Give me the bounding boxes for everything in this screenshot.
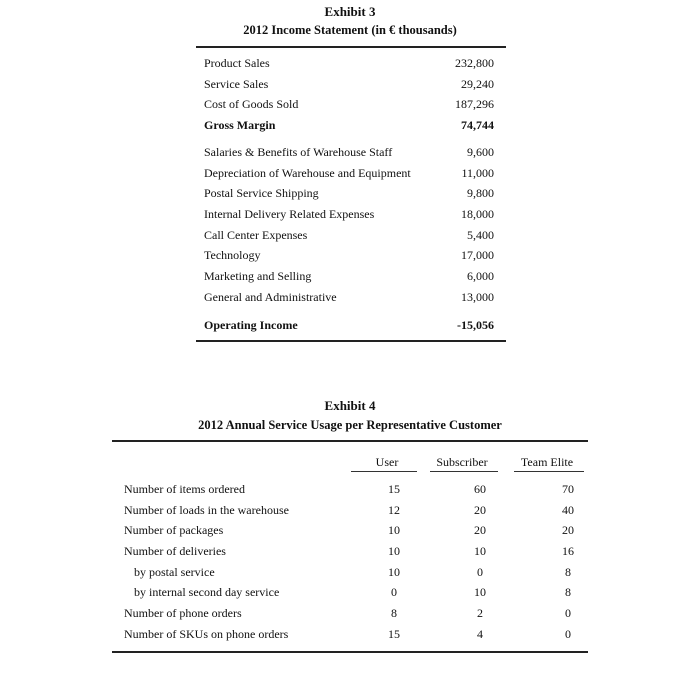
row-label: Service Sales <box>204 77 269 91</box>
table-row <box>112 585 588 603</box>
cell-team-elite: 8 <box>565 565 571 579</box>
row-value: 17,000 <box>461 248 494 262</box>
table-row <box>196 77 506 95</box>
row-value: 5,400 <box>467 228 494 242</box>
row-label: by postal service <box>134 565 215 579</box>
row-label: Product Sales <box>204 56 270 70</box>
cell-team-elite: 8 <box>565 585 571 599</box>
table-row <box>196 97 506 115</box>
column-header-subscriber: Subscriber <box>436 455 488 469</box>
row-value: 11,000 <box>461 166 494 180</box>
table-row <box>112 523 588 541</box>
cell-subscriber: 2 <box>477 606 483 620</box>
row-value: 9,600 <box>467 145 494 159</box>
row-label: by internal second day service <box>134 585 280 599</box>
row-value: 13,000 <box>461 290 494 304</box>
cell-subscriber: 0 <box>477 565 483 579</box>
row-value: 29,240 <box>461 77 494 91</box>
row-value: 9,800 <box>467 186 494 200</box>
row-label: Marketing and Selling <box>204 269 312 283</box>
table-row <box>196 166 506 184</box>
row-value: -15,056 <box>457 318 494 332</box>
row-label: Number of phone orders <box>124 606 242 620</box>
table-row <box>112 503 588 521</box>
exhibit3-subtitle: 2012 Income Statement (in € thousands) <box>243 23 457 37</box>
table-row <box>112 482 588 500</box>
table-row <box>196 290 506 308</box>
row-label: Internal Delivery Related Expenses <box>204 207 375 221</box>
cell-subscriber: 4 <box>477 627 483 641</box>
cell-subscriber: 20 <box>474 503 486 517</box>
table-row <box>112 544 588 562</box>
table-row <box>196 248 506 266</box>
exhibit4-bottom-rule <box>112 651 588 653</box>
column-header-user: User <box>375 455 399 469</box>
table-row-gross-margin <box>196 118 506 136</box>
header-underline <box>430 471 498 472</box>
cell-team-elite: 70 <box>562 482 574 496</box>
exhibit4-top-rule <box>112 440 588 442</box>
table-row <box>196 186 506 204</box>
row-value: 74,744 <box>461 118 494 132</box>
exhibit4-title: Exhibit 4 <box>324 398 376 413</box>
cell-user: 10 <box>388 523 400 537</box>
cell-subscriber: 10 <box>474 544 486 558</box>
row-label: Number of loads in the warehouse <box>124 503 289 517</box>
cell-team-elite: 16 <box>562 544 574 558</box>
cell-team-elite: 0 <box>565 606 571 620</box>
table-row <box>196 228 506 246</box>
cell-user: 15 <box>388 482 400 496</box>
table-row <box>112 606 588 624</box>
header-underline <box>514 471 584 472</box>
cell-user: 10 <box>388 565 400 579</box>
exhibit3-title: Exhibit 3 <box>324 4 376 19</box>
row-label: Technology <box>204 248 261 262</box>
table-row <box>196 269 506 287</box>
row-label: Operating Income <box>204 318 298 332</box>
row-label: Depreciation of Warehouse and Equipment <box>204 166 411 180</box>
table-row <box>112 565 588 583</box>
exhibit4-subtitle: 2012 Annual Service Usage per Representative Customer <box>198 418 502 432</box>
table-row <box>112 627 588 645</box>
row-value: 232,800 <box>455 56 494 70</box>
row-label: Cost of Goods Sold <box>204 97 299 111</box>
table-row <box>196 145 506 163</box>
exhibit3-top-rule <box>196 46 506 48</box>
row-value: 187,296 <box>455 97 494 111</box>
table-row <box>196 56 506 74</box>
header-underline <box>351 471 417 472</box>
column-header-team-elite: Team Elite <box>520 455 574 469</box>
cell-user: 12 <box>388 503 400 517</box>
row-value: 18,000 <box>461 207 494 221</box>
cell-subscriber: 60 <box>474 482 486 496</box>
row-label: Gross Margin <box>204 118 276 132</box>
row-label: Call Center Expenses <box>204 228 308 242</box>
cell-team-elite: 40 <box>562 503 574 517</box>
cell-team-elite: 20 <box>562 523 574 537</box>
cell-user: 8 <box>391 606 397 620</box>
cell-user: 15 <box>388 627 400 641</box>
cell-user: 0 <box>391 585 397 599</box>
row-label: Number of packages <box>124 523 224 537</box>
row-label: Salaries & Benefits of Warehouse Staff <box>204 145 393 159</box>
row-label: Number of deliveries <box>124 544 226 558</box>
cell-subscriber: 10 <box>474 585 486 599</box>
cell-team-elite: 0 <box>565 627 571 641</box>
table-row-operating-income <box>196 318 506 336</box>
row-label: Postal Service Shipping <box>204 186 319 200</box>
row-label: General and Administrative <box>204 290 337 304</box>
table-row <box>196 207 506 225</box>
row-label: Number of items ordered <box>124 482 245 496</box>
row-label: Number of SKUs on phone orders <box>124 627 289 641</box>
cell-subscriber: 20 <box>474 523 486 537</box>
cell-user: 10 <box>388 544 400 558</box>
exhibit3-bottom-rule <box>196 340 506 342</box>
row-value: 6,000 <box>467 269 494 283</box>
